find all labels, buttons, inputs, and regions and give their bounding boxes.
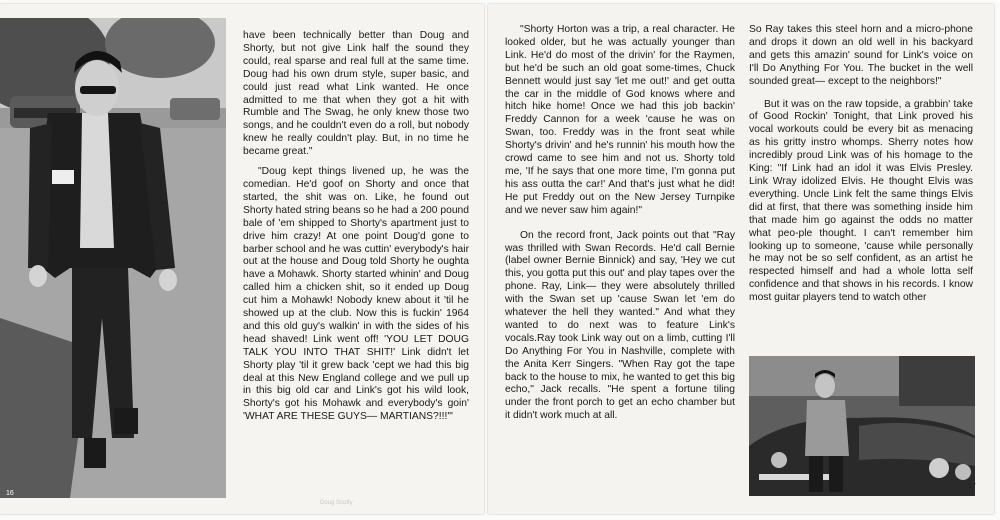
page-number: 17 xyxy=(968,483,976,490)
photo-man-with-car xyxy=(749,356,975,496)
left-page xyxy=(0,4,484,514)
paragraph: "Shorty Horton was a trip, a real character. He looked older, but he was actually younger than Link. He'd do most of the drivin' for the Raymen, but he'd be such an old goat some-times, Chuck Bennett would just say 'let me out!' and get outta the car in the middle of God knows where and hitch hike home! Once we had this job backin' Freddy Cannon for a week 'cause he was on Swan, too. Freddy was in the front seat while Shorty's drivin' and he's runnin' his mouth how the crowd came to see him and not us. Shorty told me, 'If he says that one more time, I'm gonna put his ass outta the car!' And that's just what he did! He put Freddy out on the New Jersey Turnpike and we never saw him again!" xyxy=(505,24,735,216)
paragraph: On the record front, Jack points out that "Ray was thrilled with Swan Records. He'd call Bernie (label owner Bernie Binnick) and say, 'Hey we cut this, you gotta put this out' and play tapes over the phone. Ray, Link— they were absolutely thrilled with the Swan set up 'cause Swan let 'em do whatever the hell they wanted." And what they wanted to do next was to feature Link's vocals.Ray took Link way out on a limb, cutting I'll Do Anything For You in Nashville, complete with the Anita Kerr Singers. "When Ray got the tape back to the house to mix, he wanted to get this big echo," Jack recalls. "He spent a fortune tiling under the front porch to get an echo chamber but it didn't work much at all. xyxy=(505,229,735,422)
faint-footer-text: Doug Scotty xyxy=(320,500,353,506)
paragraph: have been technically better than Doug and Shorty, but not give Link half the sound they could, real sparse and real full at the same time. Doug had his own drum style, super basic, and could just read what Link wanted. He once admitted to me that when they got a hit with Rumble and The Swag, he only knew those two songs, and he couldn't even do a roll, but nobody knew he really couldn't play. But, in no time he became great." xyxy=(243,30,469,158)
right-page-column-1 xyxy=(505,24,735,423)
right-page-column-2 xyxy=(749,24,973,305)
left-page-text-column xyxy=(243,30,469,424)
paragraph: "Doug kept things livened up, he was the comedian. He'd goof on Shorty and once that started, the shit was on. Like, he found out Shorty hated string beans so he had a 200 pound bale of 'em shipped to Shorty's apartment just to drive him crazy! At one point Doug'd gone to barber school and he was cuttin' everybody's hair out at the house and Doug told Shorty he oughta have a Mohawk. Shorty started whinin' and Doug called him a chicken shit, so it ended up Doug cut him a Mohawk! Nobody knew about it 'til he showed up at the club. Now this is fuckin' 1964 and this old guy's walkin' in with the sides of his head shaved! Link went off! 'YOU LET DOUG TALK YOU INTO THAT SHIT!' Link didn't let Shorty play 'til it grew back 'cept we had this big deal at this New England college and we pull up in this big old car and Link's got his wild look, Shorty's got his Mohawk and everybody's goin' 'WHAT ARE THESE GUYS— MARTIANS?!!!'" xyxy=(243,166,469,423)
paragraph: But it was on the raw topside, a grabbin' take of Good Rockin' Tonight, that Link proved his vocal workouts could be every bit as menacing as his gritty instro whomps. Sherry notes how incredibly proud Link was of his homage to the King: "If Link had an idol it was Elvis Presley. Link Wray idolized Elvis. He thought Elvis was everything. Uncle Link felt the same things Elvis did at first, that there was something inside him that made him go against the odds no matter what peo-ple thought. I can't remember him looking up to someone, 'cause while personally he may not be so self confident, as an artist he respected himself and had a whole lotta self confidence and that shows in his records. I know most guitar players tend to watch other xyxy=(749,98,973,304)
page-number: 16 xyxy=(6,490,14,497)
photo-left-illustration xyxy=(0,18,226,498)
photo-man-in-leather-jacket xyxy=(0,18,226,498)
paragraph: So Ray takes this steel horn and a micro-phone and drops it down an old well in his backyard and gets this amazin' sound for Link's voice on I'll Do Anything For You. The bucket in the well sounded great— except to the neighbors!" xyxy=(749,24,973,87)
right-page xyxy=(488,4,994,514)
photo-right-illustration xyxy=(749,356,975,496)
